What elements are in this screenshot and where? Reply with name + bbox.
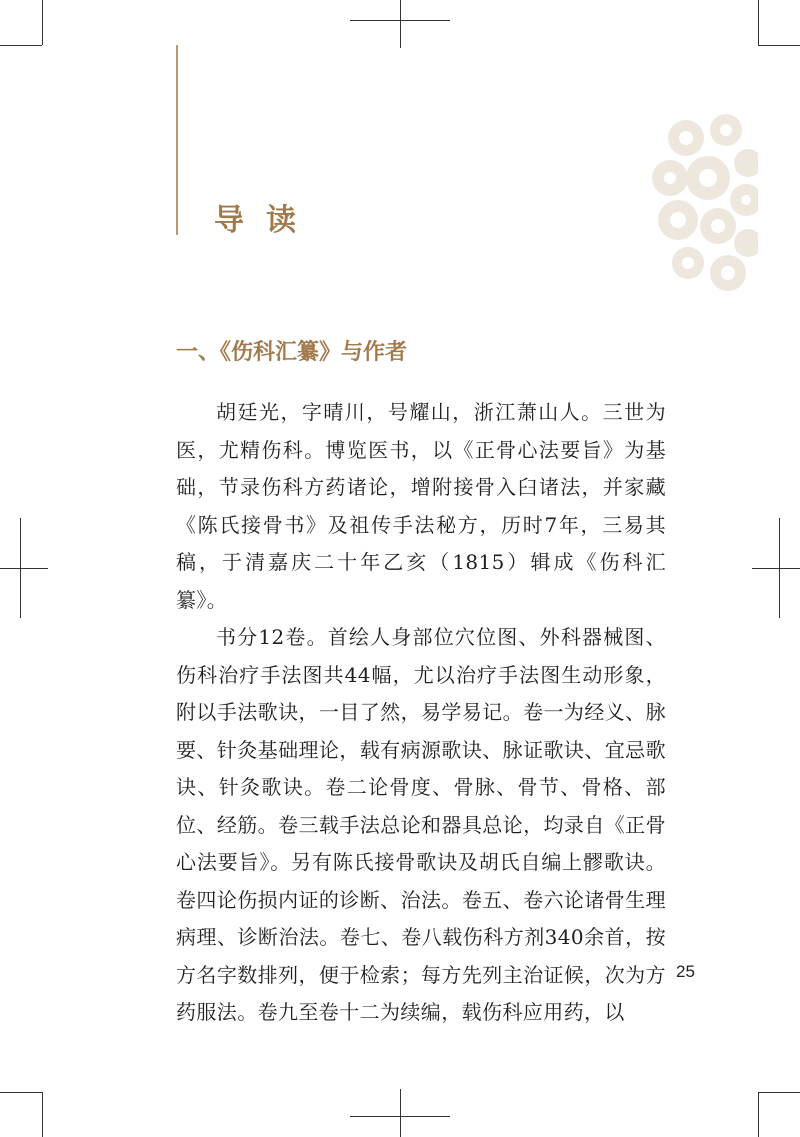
page-title: 导读 <box>214 203 318 238</box>
vertical-rule <box>176 45 178 235</box>
body-text <box>176 394 666 1032</box>
section-heading: 一、《伤科汇纂》与作者 <box>176 339 408 365</box>
page-number: 25 <box>676 962 695 981</box>
cloud-ornament-icon <box>648 108 758 298</box>
paragraph: 书分12卷。首绘人身部位穴位图、外科器械图、伤科治疗手法图共44幅，尤以治疗手法图生动形象，附以手法歌诀，一目了然，易学易记。卷一为经义、脉要、针灸基础理论，载有病源歌诀、脉证歌诀、宜忌歌诀、针灸歌诀。卷二论骨度、骨脉、骨节、骨格、部位、经筋。卷三载手法总论和器具总论，均录自《正骨心法要旨》。另有陈氏接骨歌诀及胡氏自编上髎歌诀。卷四论伤损内证的诊断、治法。卷五、卷六论诸骨生理病理、诊断治法。卷七、卷八载伤科方剂340余首，按方名字数排列，便于检索；每方先列主治证候，次为方药服法。卷九至卷十二为续编，载伤科应用药，以 <box>176 625 666 1024</box>
paragraph: 胡廷光，字晴川，号耀山，浙江萧山人。三世为医，尤精伤科。博览医书，以《正骨心法要旨》为基础，节录伤科方药诸论，增附接骨入臼诸法，并家藏《陈氏接骨书》及祖传手法秘方，历时7年，三易其稿，于清嘉庆二十年乙亥（1815）辑成《伤科汇纂》。 <box>176 400 666 612</box>
